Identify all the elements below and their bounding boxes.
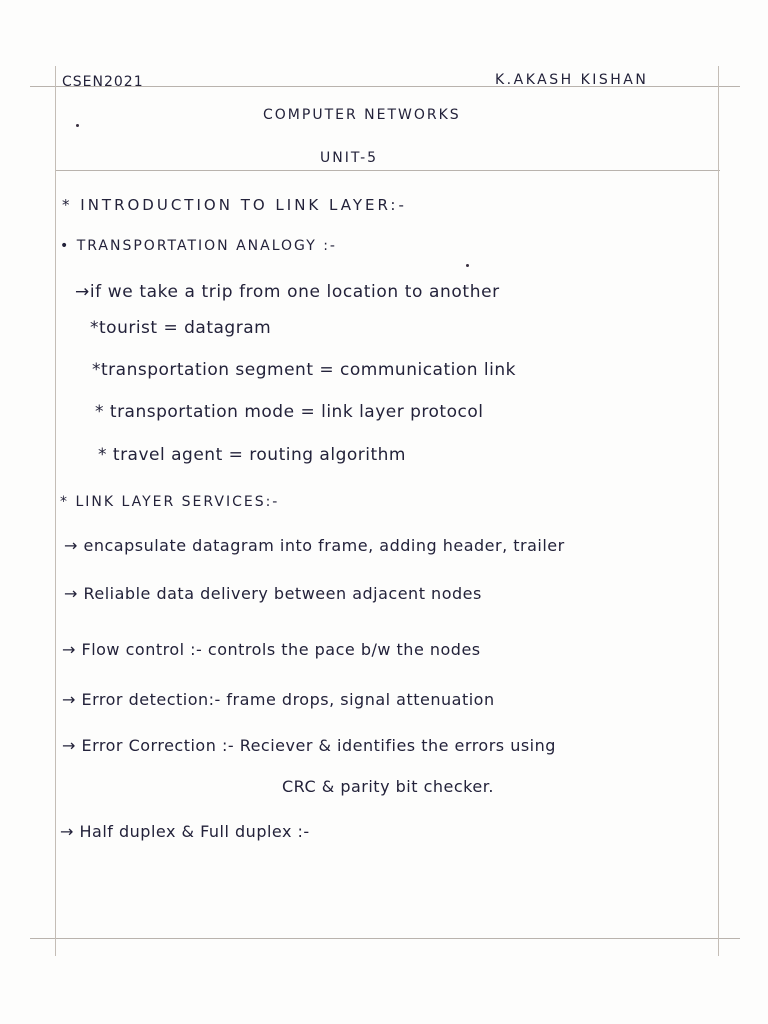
margin-dot xyxy=(76,124,79,127)
right-margin-line xyxy=(718,66,719,956)
header-divider xyxy=(55,170,720,171)
services-line-2: → Reliable data delivery between adjacent nodes xyxy=(64,584,482,603)
analogy-line-2: *tourist = datagram xyxy=(90,318,272,338)
analogy-line-5: * travel agent = routing algorithm xyxy=(98,445,406,465)
services-line-7: → Half duplex & Full duplex :- xyxy=(60,822,310,841)
margin-dot xyxy=(466,264,469,267)
bottom-rule xyxy=(30,938,740,939)
subject-title: COMPUTER NETWORKS xyxy=(263,107,461,123)
author-name: K.AKASH KISHAN xyxy=(495,72,649,88)
analogy-line-4: * transportation mode = link layer protocol xyxy=(95,402,484,422)
services-line-6: CRC & parity bit checker. xyxy=(282,777,494,796)
services-line-1: → encapsulate datagram into frame, adding header, trailer xyxy=(64,536,565,555)
analogy-line-3: *transportation segment = communication link xyxy=(92,360,516,380)
section-heading-intro: * INTRODUCTION TO LINK LAYER:- xyxy=(62,196,407,214)
section-heading-services: * LINK LAYER SERVICES:- xyxy=(60,494,280,510)
analogy-line-1: →if we take a trip from one location to another xyxy=(75,282,500,302)
unit-label: UNIT-5 xyxy=(320,150,379,166)
subsection-heading-analogy: • TRANSPORTATION ANALOGY :- xyxy=(60,238,337,254)
left-margin-line xyxy=(55,66,56,956)
services-line-4: → Error detection:- frame drops, signal attenuation xyxy=(62,690,495,709)
course-code: CSEN2021 xyxy=(62,74,144,90)
services-line-5: → Error Correction :- Reciever & identifies the errors using xyxy=(62,736,556,755)
services-line-3: → Flow control :- controls the pace b/w the nodes xyxy=(62,640,481,659)
